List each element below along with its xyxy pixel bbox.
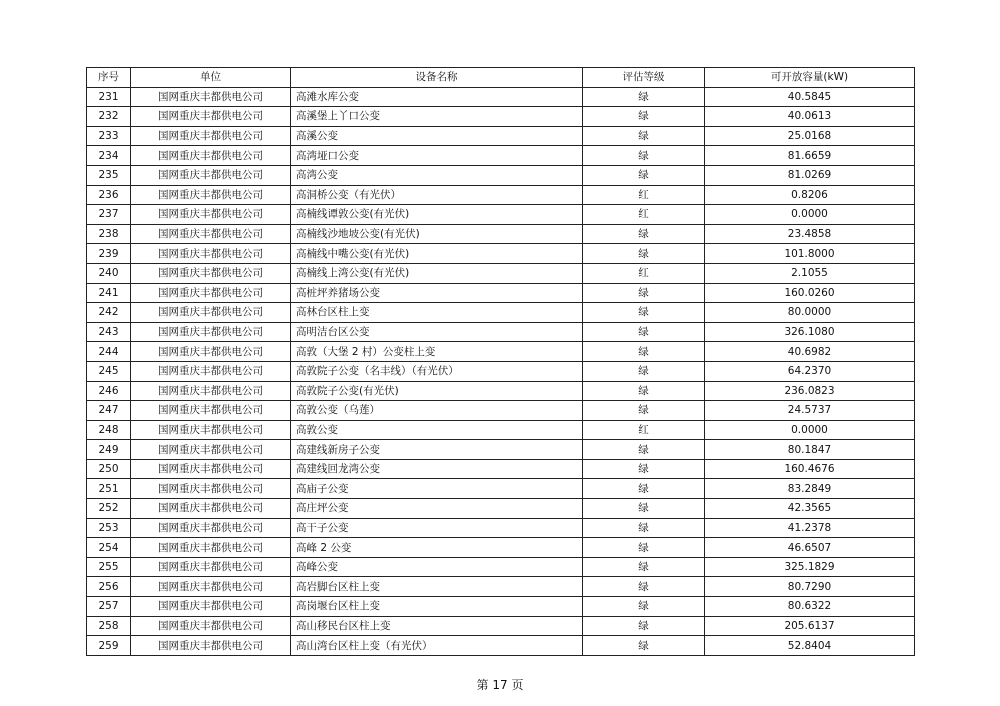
row-grade: 绿 [583,597,705,617]
row-capacity: 41.2378 [705,518,915,538]
row-grade: 绿 [583,577,705,597]
row-capacity: 101.8000 [705,244,915,264]
row-capacity: 42.3565 [705,499,915,519]
table-header-row [87,68,915,88]
row-device-name: 高楠线谭敦公变(有光伏) [291,205,583,225]
row-device-name: 高湾公变 [291,165,583,185]
table-row [87,87,915,107]
table-row [87,263,915,283]
table-row [87,342,915,362]
row-device-name: 高建线回龙湾公变 [291,459,583,479]
row-capacity: 23.4858 [705,224,915,244]
row-device-name: 高庄坪公变 [291,499,583,519]
row-grade: 红 [583,263,705,283]
row-number: 259 [87,636,131,656]
row-number: 250 [87,459,131,479]
row-unit: 国网重庆丰都供电公司 [131,165,291,185]
row-unit: 国网重庆丰都供电公司 [131,557,291,577]
row-device-name: 高楠线中嘴公变(有光伏) [291,244,583,264]
row-device-name: 高敦公变（乌莲） [291,401,583,421]
table-row [87,420,915,440]
row-number: 249 [87,440,131,460]
row-grade: 绿 [583,303,705,323]
row-capacity: 81.6659 [705,146,915,166]
row-device-name: 高明洁台区公变 [291,322,583,342]
row-device-name: 高岩脚台区柱上变 [291,577,583,597]
row-grade: 绿 [583,440,705,460]
row-number: 244 [87,342,131,362]
row-grade: 绿 [583,283,705,303]
row-device-name: 高山移民台区柱上变 [291,616,583,636]
table-row [87,440,915,460]
row-capacity: 52.8404 [705,636,915,656]
table-row [87,401,915,421]
row-unit: 国网重庆丰都供电公司 [131,185,291,205]
row-device-name: 高山湾台区柱上变（有光伏） [291,636,583,656]
row-capacity: 40.6982 [705,342,915,362]
row-capacity: 80.1847 [705,440,915,460]
row-unit: 国网重庆丰都供电公司 [131,87,291,107]
table-row [87,499,915,519]
row-number: 251 [87,479,131,499]
row-number: 245 [87,361,131,381]
row-unit: 国网重庆丰都供电公司 [131,577,291,597]
row-device-name: 高溪公变 [291,126,583,146]
table-row [87,303,915,323]
table-row [87,518,915,538]
row-number: 253 [87,518,131,538]
row-number: 243 [87,322,131,342]
row-grade: 红 [583,185,705,205]
row-device-name: 高桩坪养猪场公变 [291,283,583,303]
row-number: 231 [87,87,131,107]
row-grade: 绿 [583,499,705,519]
header-unit: 单位 [131,68,291,88]
header-capacity: 可开放容量(kW) [705,68,915,88]
row-unit: 国网重庆丰都供电公司 [131,224,291,244]
row-number: 234 [87,146,131,166]
row-grade: 绿 [583,107,705,127]
row-device-name: 高湾垭口公变 [291,146,583,166]
row-unit: 国网重庆丰都供电公司 [131,459,291,479]
table-row [87,597,915,617]
table-row [87,636,915,656]
row-device-name: 高敦公变 [291,420,583,440]
row-device-name: 高楠线上湾公变(有光伏) [291,263,583,283]
row-unit: 国网重庆丰都供电公司 [131,342,291,362]
header-device: 设备名称 [291,68,583,88]
capacity-table [86,67,915,656]
table-row [87,577,915,597]
row-number: 241 [87,283,131,303]
row-capacity: 80.7290 [705,577,915,597]
row-device-name: 高溪堡上丫口公变 [291,107,583,127]
row-capacity: 160.0260 [705,283,915,303]
row-unit: 国网重庆丰都供电公司 [131,361,291,381]
row-capacity: 64.2370 [705,361,915,381]
row-number: 238 [87,224,131,244]
row-unit: 国网重庆丰都供电公司 [131,636,291,656]
table-row [87,205,915,225]
row-grade: 绿 [583,479,705,499]
row-number: 257 [87,597,131,617]
row-capacity: 83.2849 [705,479,915,499]
row-number: 246 [87,381,131,401]
row-unit: 国网重庆丰都供电公司 [131,479,291,499]
row-unit: 国网重庆丰都供电公司 [131,244,291,264]
row-number: 254 [87,538,131,558]
row-unit: 国网重庆丰都供电公司 [131,283,291,303]
row-grade: 绿 [583,518,705,538]
row-capacity: 2.1055 [705,263,915,283]
table-row [87,361,915,381]
row-grade: 绿 [583,401,705,421]
table-row [87,381,915,401]
page-number: 第 17 页 [476,678,524,692]
row-grade: 绿 [583,224,705,244]
row-unit: 国网重庆丰都供电公司 [131,263,291,283]
row-number: 252 [87,499,131,519]
row-capacity: 80.6322 [705,597,915,617]
row-number: 247 [87,401,131,421]
table-row [87,616,915,636]
row-capacity: 40.0613 [705,107,915,127]
row-number: 235 [87,165,131,185]
row-capacity: 325.1829 [705,557,915,577]
row-number: 242 [87,303,131,323]
row-capacity: 0.0000 [705,420,915,440]
row-capacity: 40.5845 [705,87,915,107]
row-unit: 国网重庆丰都供电公司 [131,126,291,146]
row-unit: 国网重庆丰都供电公司 [131,420,291,440]
row-number: 233 [87,126,131,146]
row-grade: 绿 [583,459,705,479]
table-row [87,479,915,499]
row-unit: 国网重庆丰都供电公司 [131,538,291,558]
row-capacity: 81.0269 [705,165,915,185]
table-row [87,107,915,127]
row-device-name: 高庙子公变 [291,479,583,499]
row-capacity: 25.0168 [705,126,915,146]
row-device-name: 高峰公变 [291,557,583,577]
table-row [87,224,915,244]
row-device-name: 高敦院子公变（名丰线）（有光伏） [291,361,583,381]
row-device-name: 高峰 2 公变 [291,538,583,558]
row-grade: 绿 [583,557,705,577]
row-device-name: 高林台区柱上变 [291,303,583,323]
row-grade: 绿 [583,87,705,107]
row-unit: 国网重庆丰都供电公司 [131,440,291,460]
table-row [87,557,915,577]
table-row [87,165,915,185]
header-grade: 评估等级 [583,68,705,88]
table-row [87,146,915,166]
row-unit: 国网重庆丰都供电公司 [131,401,291,421]
row-capacity: 46.6507 [705,538,915,558]
table-row [87,283,915,303]
row-capacity: 205.6137 [705,616,915,636]
row-grade: 绿 [583,165,705,185]
row-unit: 国网重庆丰都供电公司 [131,597,291,617]
row-unit: 国网重庆丰都供电公司 [131,616,291,636]
row-capacity: 0.8206 [705,185,915,205]
row-capacity: 0.0000 [705,205,915,225]
row-device-name: 高楠线沙地坡公变(有光伏) [291,224,583,244]
row-grade: 绿 [583,342,705,362]
row-grade: 绿 [583,361,705,381]
row-grade: 绿 [583,538,705,558]
row-number: 237 [87,205,131,225]
header-no: 序号 [87,68,131,88]
row-number: 232 [87,107,131,127]
row-capacity: 24.5737 [705,401,915,421]
row-capacity: 160.4676 [705,459,915,479]
table-row [87,459,915,479]
table-row [87,538,915,558]
row-unit: 国网重庆丰都供电公司 [131,107,291,127]
row-capacity: 326.1080 [705,322,915,342]
row-grade: 绿 [583,322,705,342]
row-device-name: 高敦（大堡 2 村）公变柱上变 [291,342,583,362]
row-grade: 绿 [583,146,705,166]
row-unit: 国网重庆丰都供电公司 [131,518,291,538]
row-grade: 绿 [583,244,705,264]
row-grade: 绿 [583,616,705,636]
row-unit: 国网重庆丰都供电公司 [131,499,291,519]
row-grade: 绿 [583,126,705,146]
row-unit: 国网重庆丰都供电公司 [131,205,291,225]
row-device-name: 高洞桥公变（有光伏） [291,185,583,205]
table-row [87,185,915,205]
row-grade: 绿 [583,636,705,656]
row-grade: 红 [583,205,705,225]
row-device-name: 高敦院子公变(有光伏) [291,381,583,401]
row-unit: 国网重庆丰都供电公司 [131,146,291,166]
row-number: 248 [87,420,131,440]
row-number: 239 [87,244,131,264]
table-body [87,87,915,655]
row-number: 256 [87,577,131,597]
row-capacity: 80.0000 [705,303,915,323]
row-number: 258 [87,616,131,636]
row-device-name: 高岗堰台区柱上变 [291,597,583,617]
table-row [87,126,915,146]
row-device-name: 高建线新房子公变 [291,440,583,460]
row-grade: 红 [583,420,705,440]
row-number: 255 [87,557,131,577]
row-grade: 绿 [583,381,705,401]
row-device-name: 高滩水库公变 [291,87,583,107]
row-unit: 国网重庆丰都供电公司 [131,381,291,401]
row-unit: 国网重庆丰都供电公司 [131,322,291,342]
row-unit: 国网重庆丰都供电公司 [131,303,291,323]
row-device-name: 高干子公变 [291,518,583,538]
table-row [87,322,915,342]
row-capacity: 236.0823 [705,381,915,401]
row-number: 240 [87,263,131,283]
row-number: 236 [87,185,131,205]
table-row [87,244,915,264]
